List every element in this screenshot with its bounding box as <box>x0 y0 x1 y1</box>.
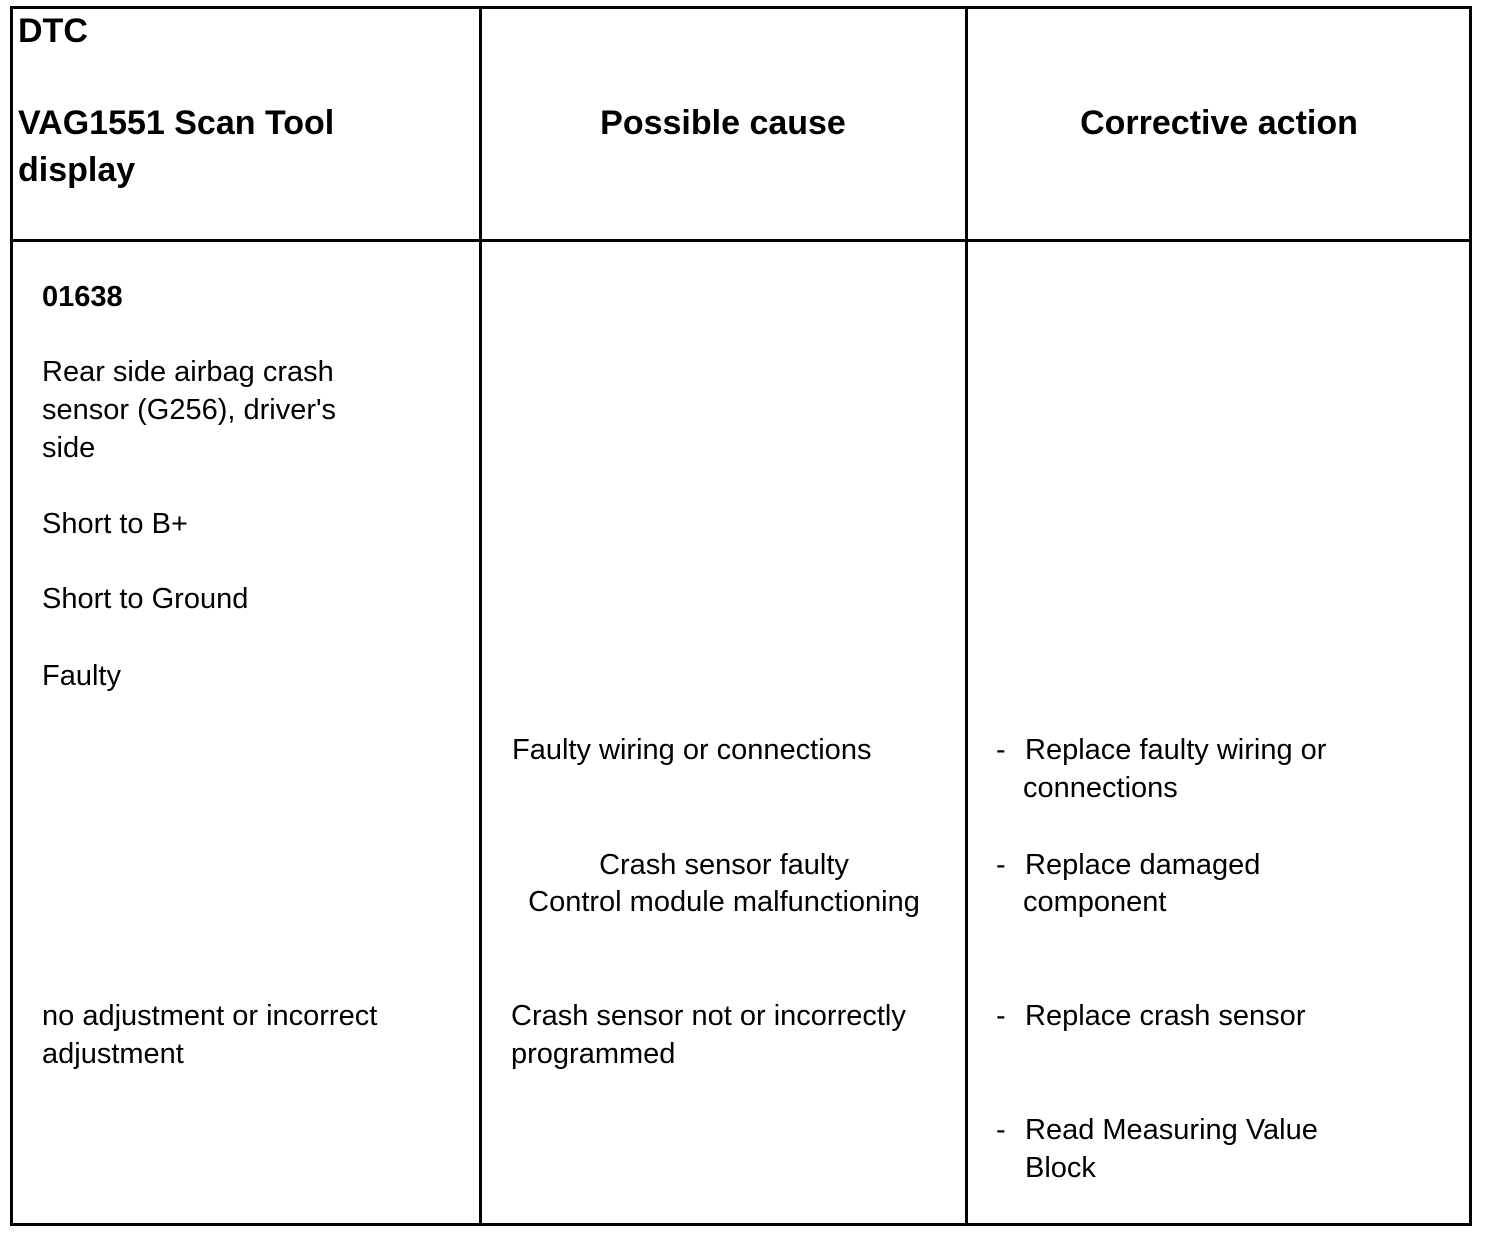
fault-incorrect-adjustment: no adjustment or incorrect <box>42 1000 378 1032</box>
action-replace-wiring: connections <box>1023 772 1178 804</box>
fault-short-to-b-plus: Short to B+ <box>42 508 188 540</box>
header-divider <box>13 239 1469 242</box>
action-read-measuring-value: Read Measuring Value <box>1025 1114 1318 1146</box>
column-divider <box>965 9 968 1223</box>
dtc-description: sensor (G256), driver's <box>42 394 337 426</box>
action-replace-wiring: Replace faulty wiring or <box>1025 734 1327 766</box>
cause-faulty-wiring: Faulty wiring or connections <box>512 734 872 766</box>
action-bullet: - <box>996 734 1006 766</box>
action-replace-component: Replace damaged <box>1025 849 1261 881</box>
fault-faulty: Faulty <box>42 660 121 692</box>
header-dtc-line1: DTC <box>18 12 88 50</box>
cause-not-programmed: programmed <box>511 1038 676 1070</box>
action-bullet: - <box>996 849 1006 881</box>
cause-crash-sensor-faulty: Crash sensor faulty <box>599 849 849 881</box>
column-divider <box>479 9 482 1223</box>
fault-short-to-ground: Short to Ground <box>42 583 249 615</box>
action-replace-component: component <box>1023 886 1167 918</box>
fault-incorrect-adjustment: adjustment <box>42 1038 184 1070</box>
header-dtc-line3: display <box>18 151 136 189</box>
header-possible-cause: Possible cause <box>600 104 846 142</box>
header-corrective-action: Corrective action <box>1080 104 1358 142</box>
header-dtc-line2: VAG1551 Scan Tool <box>18 104 335 142</box>
action-bullet: - <box>996 1114 1006 1146</box>
action-read-measuring-value: Block <box>1025 1152 1096 1184</box>
action-bullet: - <box>996 1000 1006 1032</box>
dtc-code: 01638 <box>42 281 123 313</box>
action-replace-crash-sensor: Replace crash sensor <box>1025 1000 1306 1032</box>
cause-control-module: Control module malfunctioning <box>528 886 920 918</box>
cause-not-programmed: Crash sensor not or incorrectly <box>511 1000 906 1032</box>
dtc-description: side <box>42 432 96 464</box>
dtc-description: Rear side airbag crash <box>42 356 334 388</box>
